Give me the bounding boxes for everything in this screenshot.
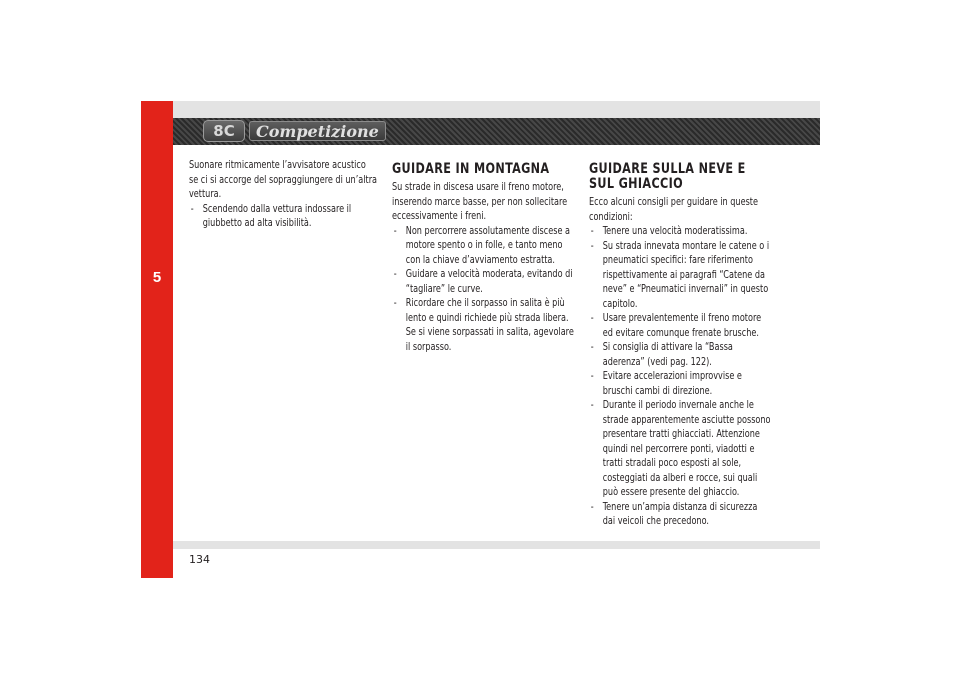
- footer-band: [173, 541, 820, 549]
- page-number: 134: [189, 553, 210, 566]
- brand-logo: [203, 119, 387, 143]
- column-3: [589, 148, 771, 529]
- list-item: - Su strada innevata montare le catene o i pneumatici specifici: fare riferimento rispettivamente ai paragrafi “Catene da neve” e “Pneumatici invernali” in questo capitolo.: [589, 239, 771, 312]
- header-banner: [173, 118, 820, 145]
- bullet-list: [392, 224, 574, 355]
- paragraph: Ecco alcuni consigli per guidare in queste condizioni:: [589, 196, 759, 223]
- column-1: [189, 158, 377, 231]
- paragraph: Su strade in discesa usare il freno motore, inserendo marce basse, per non sollecitare eccessivamente i freni.: [392, 181, 568, 222]
- header-band: [173, 101, 820, 118]
- list-item: - Usare prevalentemente il freno motore ed evitare comunque frenate brusche.: [589, 311, 771, 340]
- list-item: - Durante il periodo invernale anche le strade apparentemente asciutte possono presentare tratti ghiacciati. Attenzione quindi nel percorrere ponti, viadotti e tratti stradali poco esposti al sole, costeggiati da alberi e rocce, sui quali può essere presente del ghiaccio.: [589, 398, 771, 500]
- list-item: - Si consiglia di attivare la “Bassa aderenza” (vedi pag. 122).: [589, 340, 771, 369]
- bullet-list: [589, 224, 771, 529]
- list-item: - Tenere un’ampia distanza di sicurezza dai veicoli che precedono.: [589, 500, 771, 529]
- chapter-tab: [141, 101, 173, 578]
- logo-script: Competizione: [249, 121, 386, 141]
- list-item: - Tenere una velocità moderatissima.: [589, 224, 771, 239]
- chapter-number: 5: [152, 269, 162, 286]
- list-item: - Non percorrere assolutamente discese a motore spento o in folle, e tanto meno con la chiave d’avviamento estratta.: [392, 224, 574, 268]
- logo-badge: 8C: [203, 120, 245, 142]
- list-item: - Ricordare che il sorpasso in salita è più lento e quindi richiede più strada libera. Se si viene sorpassati in salita, agevolare il sorpasso.: [392, 296, 574, 354]
- column-2: [392, 148, 574, 354]
- list-item: - Evitare accelerazioni improvvise e bruschi cambi di direzione.: [589, 369, 771, 398]
- section-heading: GUIDARE IN MONTAGNA: [392, 161, 550, 177]
- bullet-list: [189, 202, 377, 231]
- section-heading: GUIDARE SULLA NEVE E SUL GHIACCIO: [589, 161, 746, 192]
- list-item: - Scendendo dalla vettura indossare il giubbetto ad alta visibilità.: [189, 202, 377, 231]
- paragraph: Suonare ritmicamente l’avvisatore acustico se ci si accorge del sopraggiungere di un’altra vettura.: [189, 159, 378, 200]
- list-item: - Guidare a velocità moderata, evitando di “tagliare” le curve.: [392, 267, 574, 296]
